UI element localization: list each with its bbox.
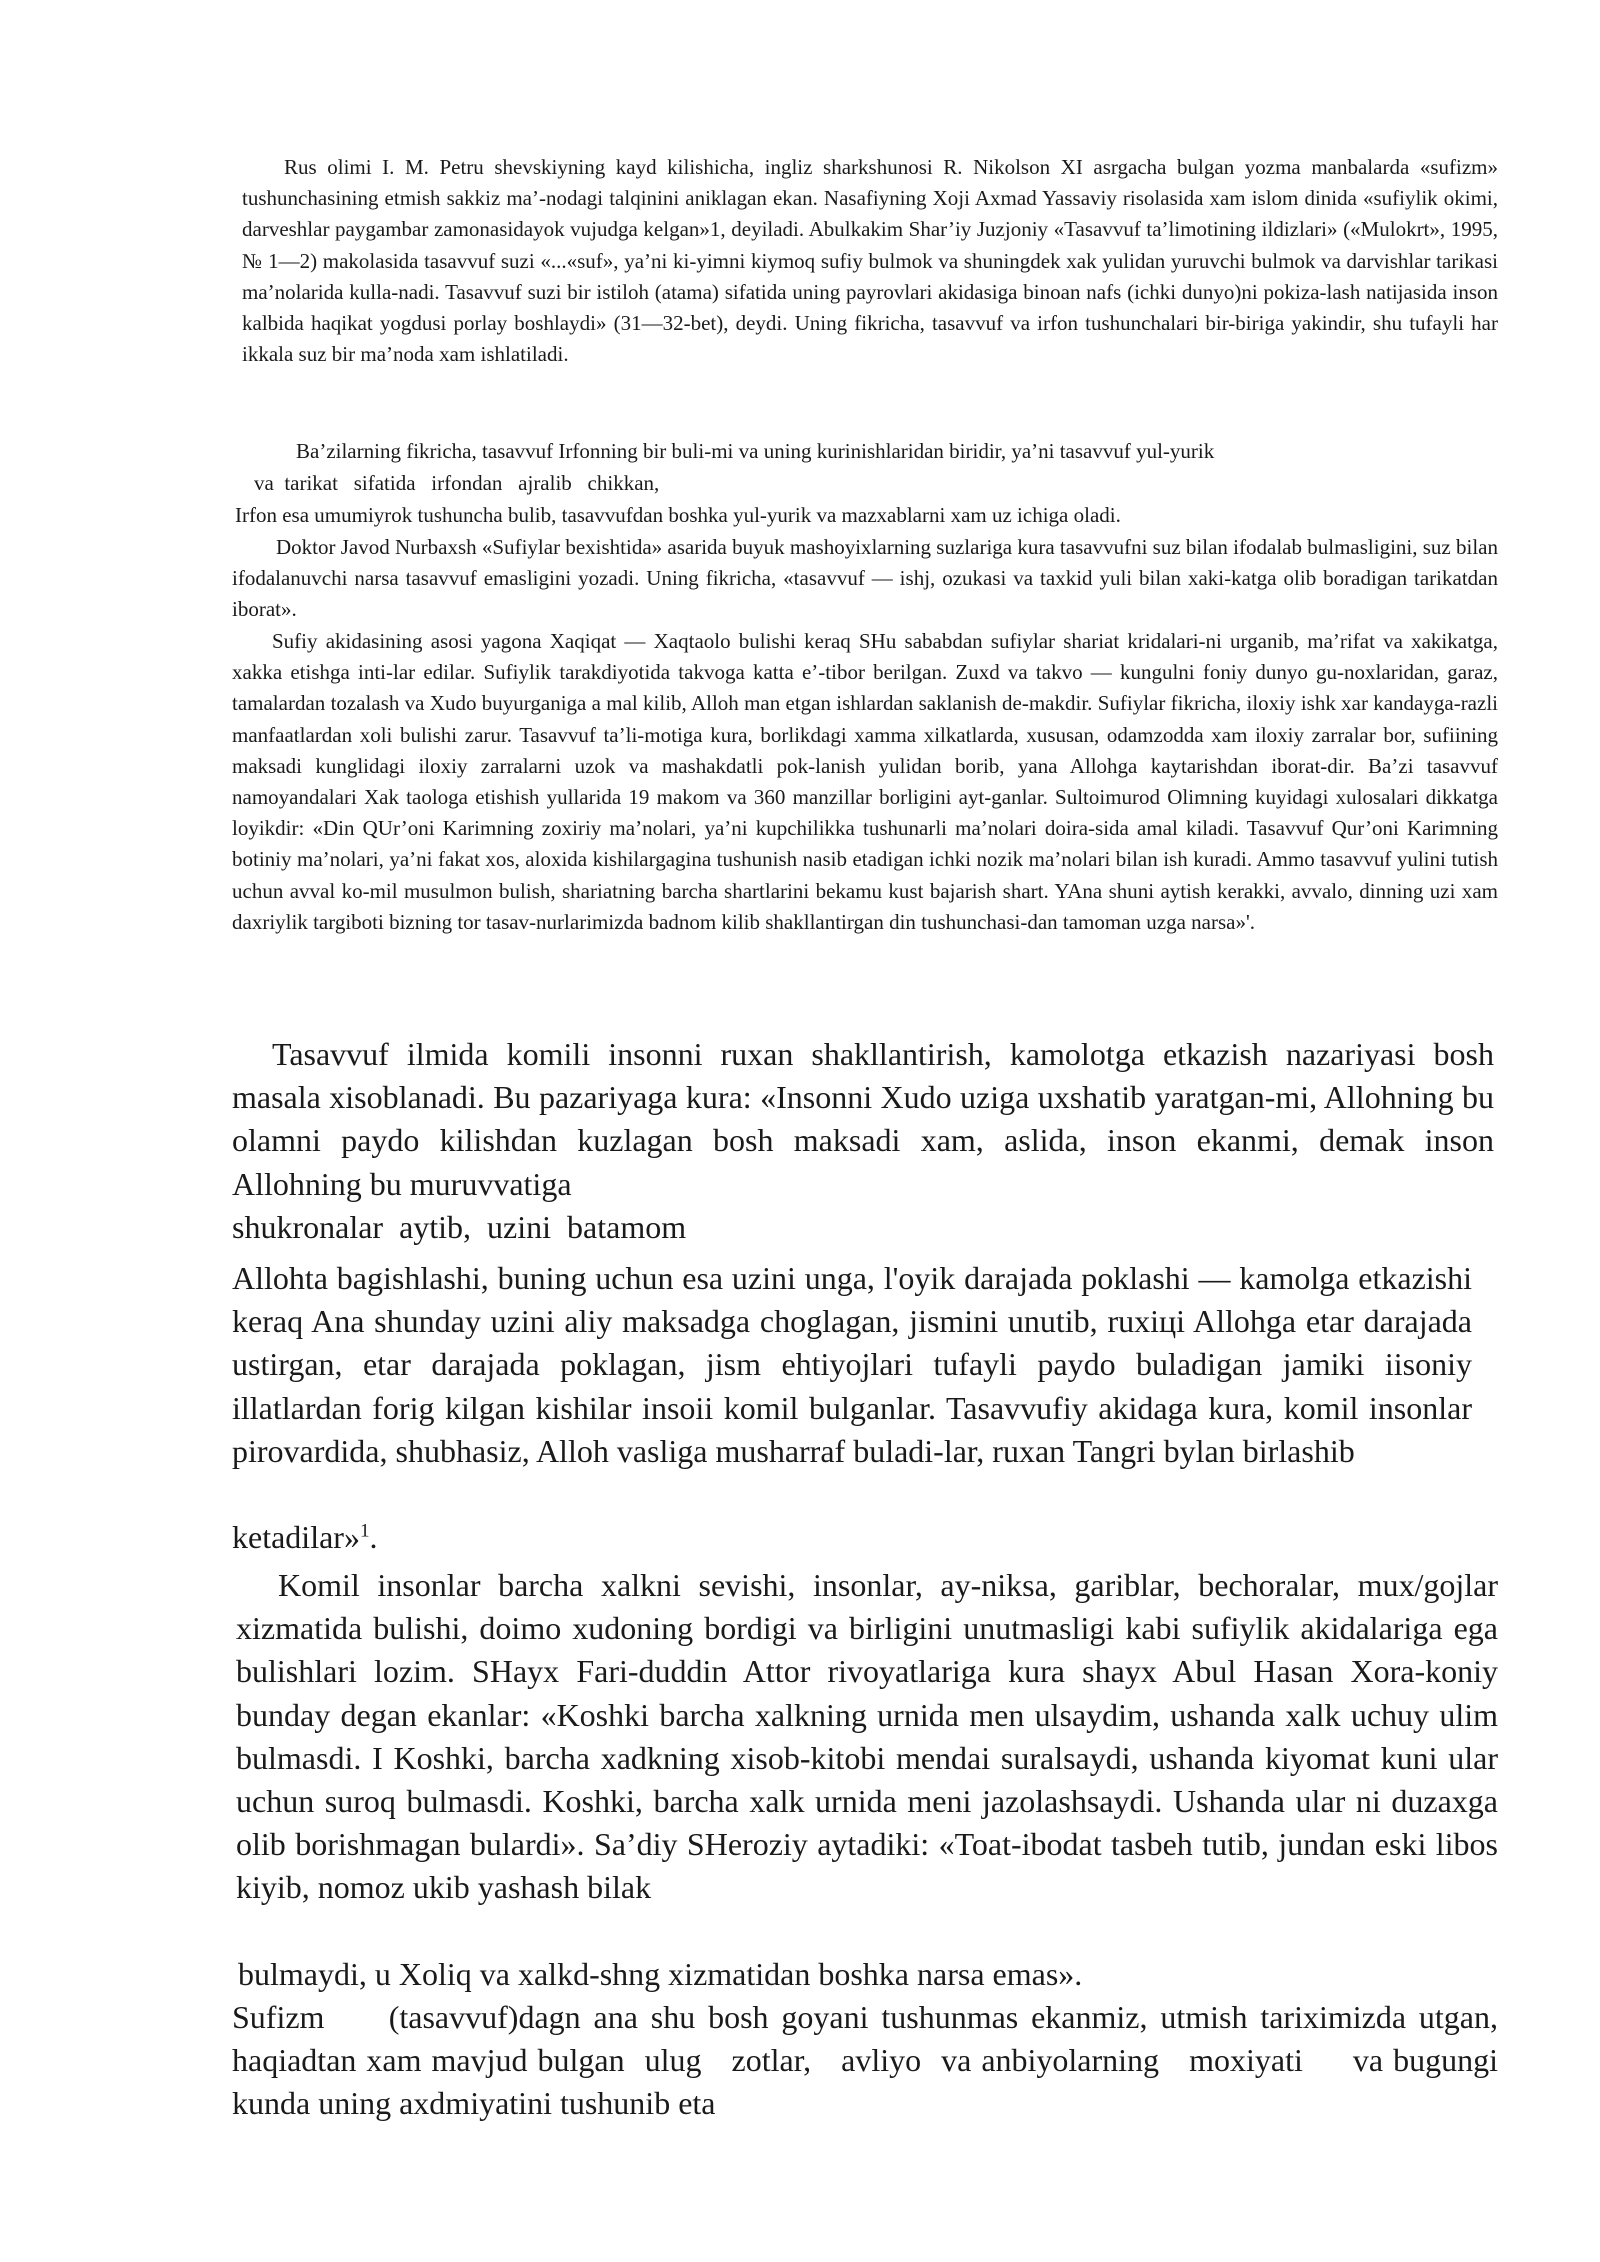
paragraph-6-last-line	[232, 1516, 378, 1559]
paragraph-2-line-3: Irfon esa umumiyrok tushuncha bulib, tasavvufdan boshka yul-yurik va mazxablarni xam uz ichiga oladi.	[235, 503, 1121, 527]
paragraph-1: Rus olimi I. M. Petru shevskiyning kayd kilishicha, ingliz sharkshunosi R. Nikolson XI asrgacha bulgan yozma manbalarda «sufizm» tushunchasining etmish sakkiz ma’-nodagi talqinini aniklagan ekan. Nasafiyning Xoji Axmad Yassaviy risolasida xam islom dinida «sufiylik okimi, darveshlar paygambar zamonasidayok vujudga kelgan»1, deyiladi. Abulkakim Shar’iy Juzjoniy «Tasavvuf ta’limotining ildizlari» («Mulokrt», 1995, № 1—2) makolasida tasavvuf suzi «...«suf», ya’ni ki-yimni kiymoq sufiy bulmok va shuningdek xak yulidan yuruvchi bulmok va darvishlar tarikasi ma’nolarida kulla-nadi. Tasavvuf suzi bir istiloh (atama) sifatida uning payrovlari akidasiga binoan nafs (ichki dunyo)ni pokiza-lash natijasida inson kalbida haqikat yogdusi porlay boshlaydi» (31—32-bet), deydi. Uning fikricha, tasavvuf va irfon tushunchalari bir-biriga yakindir, shu tufayli har ikkala suz bir ma’noda xam ishlatiladi.	[242, 155, 1498, 367]
paragraph-4: Sufiy akidasining asosi yagona Xaqiqat — Xaqtaolo bulishi keraq SHu sababdan sufiylar shariat kridalari-ni urganib, ma’rifat va xakikatga, xakka etishga inti-lar edilar. Sufiylik tarakdiyotida takvoga katta e’-tibor berilgan. Zuxd va takvo — kungulni foniy dunyo gu-noxlaridan, garaz, tamalardan tozalash va Xudo buyurganiga a mal kilib, Alloh man etgan ishlardan saklanish de-makdir. Sufiylar fikricha, iloxiy ishk xar kandayga-razli manfaatlardan xoli bulishi zarur. Tasavvuf ta’li-motiga kura, borlikdagi xamma xilkatlarda, xususan, odamzodda xam iloxiy zarralar bor, sufiining maksadi kunglidagi iloxiy zarralarni uzok va mashakdatli pok-lanish yulidan borib, yana Allohga kaytarishdan iborat-dir. Ba’zi tasavvuf namoyandalari Xak taologa etishish yullarida 19 makom va 360 manzillar borligini ayt-ganlar. Sultoimurod Olimning kuyidagi xulosalari dikkatga loyikdir: «Din QUr’oni Karimning zoxiriy ma’nolari, ya’ni kupchilikka tushunarli ma’nolari doira-sida amal kiladi. Tasavvuf Qur’oni Karimning botiniy ma’nolari, ya’ni fakat xos, aloxida kishilargagina tushunish nasib etadigan ichki nozik ma’nolari bilan ish kuradi. Ammo tasavvuf yulini tutish uchun avval ko-mil musulmon bulish, shariatning barcha shartlarini bekamu kust bajarish shart. YAna shuni aytish kerakki, avvalo, dinning uzi xam daxriylik targiboti bizning tor tasav-nurlarimizda badnom kilib shakllantirgan din tushunchasi-dan tamoman uzga narsa»'.	[232, 629, 1498, 934]
paragraph-6: Allohta bagishlashi, buning uchun esa uzini unga, l'oyik darajada poklashi — kamolga etkazishi keraq Ana shunday uzini aliy maksadga choglagan, jismini unutib, ruxiцi Allohga etar darajada ustirgan, etar darajada poklagan, jism ehtiyojlari tufayli paydo buladigan jamiki iisoniy illatlardan forig kilgan kishilar insoii komil bulganlar. Tasavvufiy akidaga kura, komil insonlar pirovardida, shubhasiz, Alloh vasliga musharraf buladi-lar, ruxan Tangri bylan birlashib	[232, 1260, 1472, 1469]
footnote-marker: 1	[359, 1520, 370, 1542]
paragraph-7-last-line: bulmaydi, u Xoliq va xalkd-shng xizmatidan boshka narsa emas».	[238, 1956, 1083, 1992]
paragraph-7: Komil insonlar barcha xalkni sevishi, insonlar, ay-niksa, gariblar, bechoralar, mux/gojlar xizmatida bulishi, doimo xudoning bordigi va birligini unutmasligi kabi sufiylik akidalariga ega bulishlari lozim. SHayx Fari-duddin Attor rivoyatlariga kura shayx Abul Hasan Xora-koniy bunday degan ekanlar: «Koshki barcha xalkning urnida men ulsaydim, ushanda xalk uchuy ulim bulmasdi. I Koshki, barcha xadkning xisob-kitobi mendai suralsaydi, ushanda kiyomat kuni ular uchun suroq bulmasdi. Koshki, barcha xalk urnida meni jazolashsaydi. Ushanda ular ni duzaxga olib borishmagan bulardi». Sa’diy SHeroziy aytadiki: «Toat-ibodat tasbeh tutib, jundan eski libos kiyib, nomoz ukib yashash bilak	[236, 1567, 1498, 1906]
paragraph-3: Doktor Javod Nurbaxsh «Sufiylar bexishtida» asarida buyuk mashoyixlarning suzlariga kura tasavvufni suz bilan ifodalab bulmasligini, suz bilan ifodalanuvchi narsa tasavvuf emasligini yozadi. Uning fikricha, «tasavvuf — ishj, ozukasi va taxkid yuli bilan xaki-katga olib boradigan tarikatdan iborat».	[232, 535, 1498, 622]
paragraph-6-end: .	[369, 1519, 378, 1555]
paragraph-8: Sufizm (tasavvuf)dagn ana shu bosh goyani tushunmas ekanmiz, utmish tariximizda utgan, haqiadtan xam mavjud bulgan ulug zotlar, avliyo va anbiyolarning moxiyati va bugungi kunda uning axdmiyatini tushunib eta	[232, 1999, 1506, 2122]
paragraph-5-last-line: shukronalar aytib, uzini batamom	[232, 1209, 687, 1245]
paragraph-6-last-text: ketadilar»	[232, 1519, 360, 1555]
paragraph-2-line-2: va tarikat sifatida irfondan ajralib chikkan,	[254, 471, 660, 495]
paragraph-2-line-1: Ba’zilarning fikricha, tasavvuf Irfonning bir buli-mi va uning kurinishlaridan biridir, ya’ni tasavvuf yul-yurik	[296, 439, 1215, 463]
paragraph-5: Tasavvuf ilmida komili insonni ruxan shakllantirish, kamolotga etkazish nazariyasi bosh masala xisoblanadi. Bu pazariyaga kura: «Insonni Xudo uziga uxshatib yaratgan-mi, Allohning bu olamni paydo kilishdan kuzlagan bosh maksadi xam, aslida, inson ekanmi, demak inson Allohning bu muruvvatiga	[232, 1036, 1494, 1202]
